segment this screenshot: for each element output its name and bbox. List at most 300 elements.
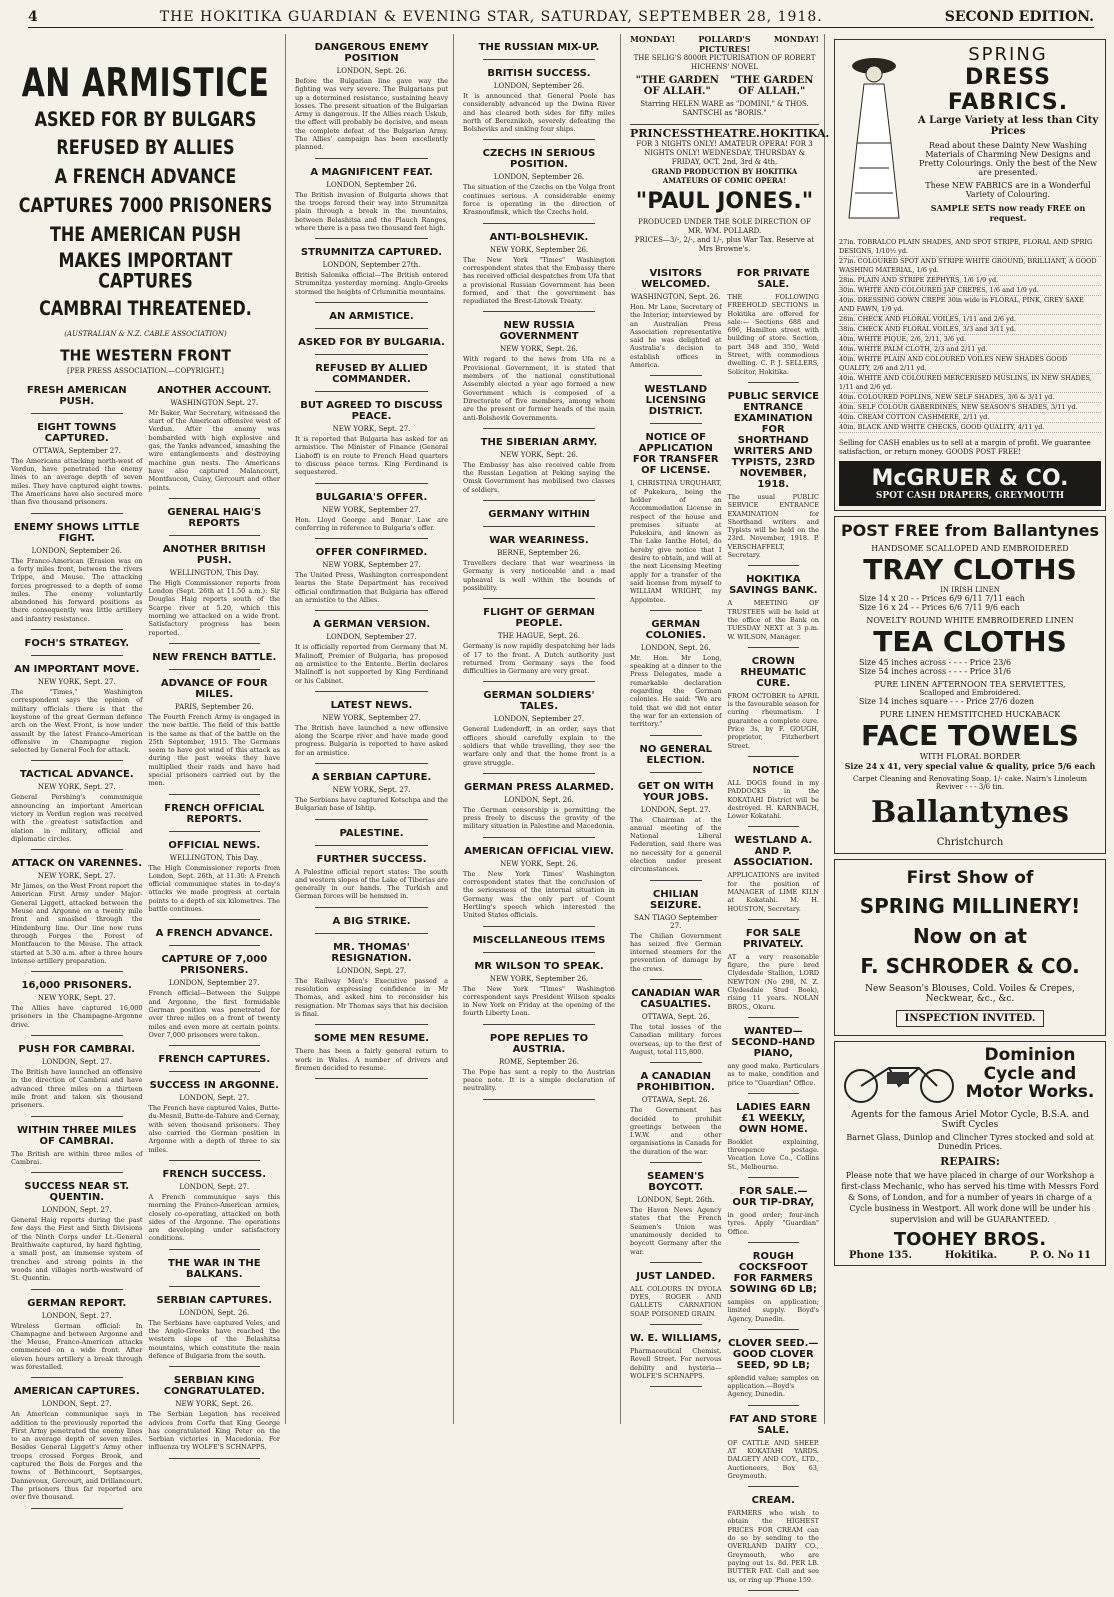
article-body: The Serbians have captured Kotschpa and the Bulgarian base of Ishtip. [295,795,448,813]
notice-divider [748,1017,800,1018]
huckaback-line: PURE LINEN HEMSTITCHED HUCKABACK [879,710,1061,719]
fabric-list-item: 28in. PLAIN AND STRIPE ZEPHYRS, 1/6 1/9 yd. [839,276,1101,286]
article-heading: REFUSED BY ALLIED COMMANDER. [315,363,428,386]
toohey-brand: TOOHEY BROS. [893,1229,1047,1250]
article-heading: FURTHER SUCCESS. [316,853,427,865]
edition-label: SECOND EDITION. [944,8,1094,25]
article-divider [650,1062,702,1063]
article-heading: SUCCESS IN ARGONNE. [149,1080,279,1092]
article-heading: AN ARMISTICE. [329,311,414,323]
article-heading: PALESTINE. [339,827,404,839]
article-body: It is announced that General Poole has considerably advanced up the Dwina River and has cleared both sides for fifty miles north of Bereznikoh, severely defeating the Bolsheviks and sinking four ships. [463,92,615,134]
notice-heading: FOR SALE PRIVATELY. [742,927,804,950]
headline: CAMBRAI THREATENED. [39,296,252,320]
article-divider [31,1508,123,1509]
article-body: The New York "Times" Washington correspondent says President Wilson speaks in New York on Friday at the opening of the fourth Liberty Loan. [463,984,615,1018]
article-dateline: LONDON, Sept. 27. [640,805,711,814]
article-body: The Franco-American (Erasion was on a forty miles front, between the rivers Trippe, and Meuse. The attacking forces progressed to a depth of some miles. The enemy voluntarily abandoned his forward positions as there consequently was little artillery and infantry resistance. [11,556,143,623]
article-body: A Palestine official report states: The south and western slopes of the Lake of Tiberias are generally in our hands. The Turkish and German forces will be hemmed in. [295,867,448,901]
article-body: The High Commissioner reports from London (Sept. 26th at 11.50 a.m.): Sir Douglas Haig reports south of the Scarpe river at 5.20, which this morning we attacked on a wide front. Satisfactory progress has been reported. [148,578,280,637]
article-divider [315,328,428,329]
article-divider [31,629,123,630]
hokitika-label: HOKITIKA. [759,127,830,140]
article-dateline: NEW YORK, September 26. [489,974,589,983]
notice-heading: CLOVER SEED.—GOOD CLOVER SEED, 9D LB; [728,1337,819,1371]
monday-label-2: MONDAY! [773,34,819,44]
article-heading: ENEMY SHOWS LITTLE FIGHT. [13,521,140,544]
article-heading: VISITORS WELCOMED. [641,268,711,290]
article-body: The "Times," Washington correspondent says the opinion of military officials there is that the keystone of the great German defence arch on the West Front, is now under assault by the latest Franco-American offensive in Champagne region selected by General Foch for attack. [11,688,143,755]
article-dateline: WASHINGTON, Sept. 26. [630,293,721,301]
article-dateline: LONDON, September 26. [493,173,585,182]
notices-right [728,260,820,1597]
article-divider [169,1286,261,1287]
article-heading: OFFER CONFIRMED. [315,547,428,559]
article-divider [315,819,428,820]
article-dateline: SAN TIAGO September 27. [634,913,718,930]
article-divider [315,1078,428,1079]
article-body: The British have launched an offensive in the direction of Cambrai and have advanced three miles on a thirteen mile front and taken six thousand prisoners. [11,1068,143,1110]
barnet-line: Barnet Glass, Dunlop and Clincher Tyres stocked and sold at Dunedin Prices. [846,1133,1094,1151]
notice-divider [748,382,800,383]
selig-line: THE SELIG'S 8000ft PICTURISATION OF ROBERT HICHENS' NOVEL [633,54,816,71]
ballantynes-city: Christchurch [936,837,1004,848]
article-body: It is reported that Bulgaria has asked for an armistice. The Minister of Finance (General Liaboff) is en route to French Head quarters to discuss peace terms. King Ferdinand is sequestered. [295,435,448,477]
article-body: Mr. Hon. Mr Long, speaking at a dinner to the Press Delegates, made a remarkable declaration regarding the German colonies. He said: "We are told that we did not enter the war for an extension of territory." [630,653,722,729]
article-divider [169,1045,261,1046]
article-heading: NO GENERAL ELECTION. [639,743,712,766]
article-divider [483,139,595,140]
article-body: The total losses of the Canadian military forces overseas, up to the first of August, total 115,800. [630,1023,722,1056]
fabric-list-item: 28in. CHECK AND FLORAL VOILES, 1/11 and 2/6 yd. [839,315,1101,325]
article-heading: JUST LANDED. [636,1270,716,1282]
article-dateline: LONDON, September 27. [326,633,417,642]
article-divider [650,979,702,980]
article-body: The High Commissioner reports from London, Sept. 26th, at 11.30: A French official communique states in to-day's attacks we made progress at certain points to a depth of six kilometres. The battle continues. [148,863,280,914]
article-body: The New York "Times" Washington correspondent states that the Embassy there has received official despatches from Ufa that a provisional Russian Government has been formed, and that the government has repudiated the Brest-Litovsk Treaty. [463,255,615,306]
article-dateline: LONDON, Sept. 26. [336,67,407,75]
article-body: General Ludendorff, in an order, says that officers should carefully explain to the soldiers that while travelling, they see the warfare only and that the home front is a grave struggle. [463,725,615,767]
fabric-list-item: 27in. TOBRALCO PLAIN SHADES, AND SPOT STRIPE, FLORAL AND SPRIG DESIGNS, 1/10½ yd. [839,238,1101,257]
article-heading: FRENCH SUCCESS. [162,1168,266,1180]
inspection-line: INSPECTION INVITED. [896,1010,1045,1027]
notice-body: A MEETING OF TRUSTEES will be held at the office of the Bank on TUESDAY NEXT at 3 p.m. W. WILSON, Manager. [727,599,819,641]
schroder-line: F. SCHRODER & CO. [860,954,1080,978]
notice-body: The usual PUBLIC SERVICE ENTRANCE EXAMINATION for Shorthand writers and Typists will be held on the 23rd. November, 1918. P. VERSCHAFFELT, Secretary. [727,492,819,560]
article-heading: THE RUSSIAN MIX-UP. [478,42,600,53]
mcgruer-sub: SPOT CASH DRAPERS, GREYMOUTH [875,491,1065,501]
article-dateline: LONDON, September 26. [326,180,417,189]
article-dateline: NEW YORK, September 27. [322,505,421,514]
article-body: The Serbian Legation has received advices from Corfu that King George has congratulated King Peter on the Serbian victories in Macedonia. For influenza try WOLFE'S SCHNAPPS. [148,1410,280,1452]
article-body: A French communique says this morning the Franco-American armies, closely co-operating, attacked on both sides of the Argonne. The operations are developing under satisfactory conditions. [148,1192,280,1243]
article-heading: BULGARIA'S OFFER. [315,491,428,503]
fabric-list-item: 27in. COLOURED SPOT AND STRIPE WHITE GROUND, BRILLIANT, A GOOD WASHING MATERIAL, 1/6 yd. [839,257,1101,276]
repairs-body: Please note that we have placed in charge of our Workshop a first-class Mechanic, who has served his time with Messrs Ford & Sons, of London, and for a number of years in charge of a Cycle business in Westport. All work done will be under his supervision and will be GUARANTEED. [841,1171,1099,1224]
headline: REFUSED BY ALLIES [56,136,235,160]
article-heading: A FRENCH ADVANCE. [155,928,273,940]
press-credit: [PER PRESS ASSOCIATION.—COPYRIGHT.] [67,366,224,375]
article-dateline: LONDON, Sept. 27. [41,1311,112,1320]
article-divider [31,1289,123,1290]
tray-cloths-title: TRAY CLOTHS [863,553,1077,586]
section-western-front: THE WESTERN FRONT [60,347,231,365]
article-body: The French have captured Vales, Butte-du-Mesnil, Butte-de-Tahure and Cernay, with seven thousand prisoners. They also carried the German position in Argonne with a depth of three to six miles. [148,1104,280,1154]
handsome-line: HANDSOME SCALLOPED AND EMBROIDERED [871,544,1069,553]
article-divider [169,1366,261,1367]
article-dateline: NEW YORK, September 26. [489,245,589,254]
cycle-motor-title: Cycle and Motor Works. [965,1063,1095,1103]
article-dateline: NEW YORK, Sept. 27. [37,783,116,792]
article-divider [650,880,702,881]
notice-divider [748,1329,800,1330]
theatre-label: THEATRE. [695,127,760,140]
article-divider [650,375,702,376]
notice-body: Booklet explaining, threepence postage. Vocation Love Co., Collins St., Melbourne. [727,1137,819,1171]
article-divider [31,1116,123,1117]
notice-divider [748,826,800,827]
article-dateline: LONDON, Sept. 27. [41,1206,112,1215]
article-divider [483,773,595,774]
po-label: P. O. No 11 [1029,1250,1091,1261]
article-divider [31,655,123,656]
article-divider [650,1262,702,1263]
sample-line: SAMPLE SETS now ready FREE on request. [930,203,1086,223]
article-body: The British have launched a new offensive along the Scarpe river and have made good progress. Bulgaria is reported to have asked for an armistice. [295,723,448,757]
article-divider [169,1071,261,1072]
prices-line: PRICES—3/-, 2/-, and 1/-, plus War Tax. Reserve at Mrs Browne's. [634,236,815,253]
article-divider [31,1172,123,1173]
article-heading: POPE REPLIES TO AUSTRIA. [489,1032,589,1055]
notice-body: OF CATTLE AND SHEEP. AT KOKATAHI YARDS. DALGETY AND COY., LTD., Auctioneers, Box 63, Greymouth. [727,1438,819,1480]
western-front-right [149,377,281,1515]
article-heading: BUT AGREED TO DISCUSS PEACE. [300,400,443,423]
article-heading: CAPTURE OF 7,000 PRISONERS. [161,954,268,977]
article-dateline: LONDON, Sept. 26. [179,1308,250,1317]
article-divider [31,849,123,850]
first-show-line: First Show of [906,868,1034,888]
article-heading: A BIG STRIKE. [332,915,411,927]
article-heading: STRUMNITZA CAPTURED. [300,247,443,259]
cycle-works-ad [834,1041,1106,1266]
blouses-line: New Season's Blouses, Cold. Voiles & Crepes, Neckwear, &c., &c. [865,984,1075,1004]
notice-body: FARMERS who wish to obtain the HIGHEST PRICES FOR CREAM can do so by sending to the OVERLAND DAIRY CO., Greymouth, who are paying out 1s. 8d. PER LB. BUTTER FAT. Call and see us, or ring up 'Phone 159. [727,1509,819,1584]
notice-heading: FAT AND STORE SALE. [729,1413,818,1436]
article-divider [169,669,261,670]
serviettes-line: PURE LINEN AFTERNOON TEA SERVIETTES, [874,680,1066,689]
article-divider [650,772,702,773]
article-heading: GERMAN COLONIES. [645,618,706,641]
notice-divider [748,1405,800,1406]
phone-label: Phone 135. [849,1250,912,1261]
notice-heading: WESTLAND A. AND P. ASSOCIATION. [733,835,813,869]
notice-heading: CREAM. [751,1495,795,1507]
notice-heading: CROWN RHEUMATIC CURE. [740,655,807,689]
western-front-left [11,377,143,1515]
masthead [28,6,1094,28]
article-heading: FLIGHT OF GERMAN PEOPLE. [483,607,595,630]
article-divider [650,423,702,424]
notice-heading: PUBLIC SERVICE ENTRANCE EXAMINATION FOR SHORTHAND WRITERS AND TYPISTS, 23RD NOVEMBER, 1918. [727,390,819,490]
garden-title-1: "THE GARDEN OF ALLAH." [635,75,719,97]
fabric-list-item: 40in. SELF COLOUR GABERDINES, NEW SEASON'S SHADES, 3/11 yd. [839,403,1101,413]
article-dateline: NEW YORK, September 27. [322,561,421,570]
article-body: French official—Between the Suippe and Argonne, the first formidable German position was penetrated for over three miles on a front of twenty miles and even more at certain points. Over 7,000 prisoners were taken. [148,989,280,1039]
millinery-ad [834,859,1106,1036]
agents-line: Agents for the famous Ariel Motor Cycle, B.S.A. and Swift Cycles [851,1110,1089,1130]
article-body: Wireless German official: In Champagne and between Argonne and the Meuse, Franco-American attacks commenced on a wide front. After eleven hours artillery a break through was forestalled. [11,1321,143,1371]
motorcycle-icon [839,1046,959,1106]
monday-label: MONDAY! [630,34,676,44]
article-body: Before the Bulgarian line gave way the fighting was very severe. The Bulgarians put up a determined resistance, sustaining heavy losses. The present situation of the Bulgarian Army is dangerous. If the Allies reach Uskub, the effect will probably be decisive, and mean the complete defeat of the Bulgarian Army. The Allies' campaign has been excellently planned. [295,77,448,152]
article-heading: FRESH AMERICAN PUSH. [26,384,127,407]
article-dateline: NEW YORK, Sept. 26. [500,450,578,459]
article-divider [169,498,261,499]
article-divider [169,794,261,795]
fabric-list-item: 40in. BLACK AND WHITE CHECKS, GOOD QUALITY, 4/11 yd. [839,423,1101,433]
article-dateline: WASHINGTON Sept. 27. [170,398,259,407]
article-heading: FRENCH OFFICIAL REPORTS. [164,802,265,825]
column-russia-news [458,34,621,1424]
article-heading: MISCELLANEOUS ITEMS [472,934,606,946]
read-about-line: Read about these Dainty New Washing Materials of Charming New Designs and Pretty Colourings. Only the best of the New are presented. [919,141,1097,177]
article-body: Hon. Mr Lane, Secretary of the Interior, interviewed by an Australian Press Association representative said he was delighted at Australia's decision to establish offices in America. [630,303,722,370]
article-body: Travellers declare that war weariness in Germany is very noticeable and a mad upheaval is well within the bounds of possibility. [463,559,615,592]
notice-divider [748,1177,800,1178]
face-price: Size 24 x 41, very special value & quality, price 5/6 each [844,761,1096,771]
article-dateline: LONDON, Sept. 27. [336,966,407,975]
novelty-line: NOVELTY ROUND WHITE EMBROIDERED LINEN [866,616,1074,625]
article-dateline: NEW YORK, Sept. 27. [332,785,411,794]
notice-body: in good order; four-inch tyres. Apply "Guardian" Office. [727,1211,819,1236]
article-body: The Railway Men's Executive passed a resolution expressing confidence in Mr Thomas, and asked him to reconsider his resignation. Mr Thomas says that his decision is final. [295,976,448,1018]
article-heading: PUSH FOR CAMBRAI. [18,1044,136,1056]
produced-line: PRODUCED UNDER THE SOLE DIRECTION OF MR. WM. POLLARD. [638,218,811,235]
notice-heading: ROUGH COCKSFOOT FOR FARMERS SOWING 6D LB; [729,1250,817,1295]
article-divider [169,1249,261,1250]
article-divider [315,907,428,908]
article-heading: NEW RUSSIA GOVERNMENT [499,320,579,343]
article-divider [315,610,428,611]
article-divider [169,643,261,644]
article-heading: MR WILSON TO SPEAK. [474,960,604,972]
article-heading: SUCCESS NEAR ST. QUENTIN. [24,1181,130,1204]
article-dateline: LONDON, September 27. [493,715,585,724]
article-divider [315,238,428,239]
article-dateline: PARIS, September 26. [175,702,254,711]
notice-body: AT a very reasonable figure, the pure bred Clydesdale Stallion, LORD NEWTON (No 298, N. Z. Clydesdale Stud Book), rising 11 years. NOLAN BROS., Okuru. [727,952,819,1011]
article-body: There has been a fairly general return to work in Wales. A number of drivers and firemen decided to resume. [295,1047,448,1072]
fabrics-line: These NEW FABRICS are in a Wonderful Variety of Colouring. [925,181,1091,199]
dominion-title: Dominion [984,1045,1076,1065]
article-divider [31,413,123,414]
article-heading: GERMAN SOLDIERS' TALES. [483,690,595,713]
article-body: ALL COLOURS IN DYOLA DYES, ROGER AND GALLETS CARNATION SOAP. POISONED GRAIN. [630,1284,722,1318]
tray-sub: IN IRISH LINEN [940,586,1000,594]
newspaper-title: THE HOKITIKA GUARDIAN & EVENING STAR, SATURDAY, SEPTEMBER 28, 1918. [159,8,823,25]
article-divider [315,302,428,303]
article-divider [483,428,595,429]
article-heading: TACTICAL ADVANCE. [19,769,134,781]
article-divider [483,223,595,224]
nights-line: FOR 3 NIGHTS ONLY! AMATEUR OPERA! FOR 3 NIGHTS ONLY! WEDNESDAY, THURSDAY & FRIDAY, OCT. 2nd, 3rd & 4th. [636,140,813,166]
article-body: The British invasion of Bulgaria shows that the troops forced their way into Strumnitza plain through a break in the mountains, between Belashitsa and the Plauch Ranges, where there is a pass two thousand feet high. [295,190,448,232]
article-divider [315,354,428,355]
fabric-price-list [839,238,1101,433]
article-heading: NOTICE OF APPLICATION FOR TRANSFER OF LICENSE. [632,432,719,477]
article-divider [315,763,428,764]
spring-millinery-line: SPRING MILLINERY! [859,894,1081,918]
article-divider [315,483,428,484]
article-divider [483,598,595,599]
pictures-ad [630,34,830,254]
article-dateline: NEW YORK, Sept. 26. [500,859,578,868]
headline: AN ARMISTICE [21,60,270,107]
article-dateline: LONDON, Sept. 27. [179,1094,250,1103]
article-dateline: WELLINGTON, This Day. [169,568,259,577]
article-dateline: NEW YORK, September 27. [322,713,421,722]
opera-title: "PAUL JONES." [635,189,814,214]
article-dateline: THE HAGUE, Sept. 26. [497,632,581,641]
face-towels-title: FACE TOWELS [861,719,1079,752]
notice-heading: FOR SALE.—OUR TIP-DRAY, [732,1186,815,1209]
article-divider [169,945,261,946]
article-heading: ANOTHER ACCOUNT. [157,384,272,396]
article-dateline: LONDON, September 26. [493,82,585,90]
mcgruer-brand: McGRUER & CO. [871,466,1069,491]
article-body: The situation of the Czechs on the Volga front continues serious. A considerable enemy force is operating in the direction of Krasnoufimsk, which the Czechs hold. [463,183,615,217]
article-heading: ASKED FOR BY BULGARIA. [298,337,445,349]
fabric-list-item: 40in. COLOURED POPLINS, NEW SELF SHADES, 3/6 & 3/11 yd. [839,393,1101,403]
article-dateline: LONDON, Sept. 26th. [637,1196,715,1205]
article-body: The Americans attacking north-west of Verdun, have penetrated the enemy lines to an average depth of seven miles. They have captured eight towns. The Americans have also secured more than five thousand prisoners. [11,456,143,507]
page-number: 4 [28,8,38,25]
article-divider [315,1024,428,1025]
article-divider [483,1099,595,1100]
article-heading: LATEST NEWS. [330,699,413,711]
garden-title-2: "THE GARDEN OF ALLAH." [730,75,814,97]
article-body: The British are within three miles of Cambrai. [11,1149,143,1166]
article-heading: ATTACK ON VARENNES. [11,858,143,870]
article-body: With regard to the news from Ufa re a Provisional Government, it is stated that members of the national constitutional Assembly elected a year ago formed a new Government which is composed of a Directorate of five members, among whom are the present or former heads of the main anti-Bolshevik Governments. [463,355,615,422]
article-divider [315,538,428,539]
article-divider [169,535,261,536]
article-body: The Embassy has also received cable from the Russian Legation at Peking saying the Omsk Government has mobilised two classes of soldiers. [463,460,615,494]
article-divider [169,919,261,920]
article-divider [650,1386,702,1387]
article-divider [315,845,428,846]
variety-line: A Large Variety at less than City Prices [917,115,1099,137]
column-war-news [6,34,286,1502]
town-label: Hokitika. [944,1250,997,1261]
article-divider [169,1458,261,1459]
article-dateline: LONDON, September 27th. [322,261,421,270]
article-heading: A SERBIAN CAPTURE. [311,771,432,783]
article-heading: WAR WEARINESS. [489,535,589,547]
article-dateline: OTTAWA, Sept. 26. [641,1096,710,1105]
headline: CAPTURES 7000 PRISONERS [18,193,273,217]
fabric-list-item: 40in. WHITE AND COLOURED MERCERISED MUSLINS, IN NEW SHADES, 1/11 and 2/6 yd. [839,374,1101,393]
headline: THE AMERICAN PUSH [49,222,242,246]
article-dateline: OTTAWA, September 27. [32,446,121,455]
article-divider [315,158,428,159]
article-heading: SOME MEN RESUME. [313,1033,430,1045]
article-dateline: LONDON, Sept. 27. [179,1182,250,1191]
article-divider [169,1160,261,1161]
article-heading: AMERICAN OFFICIAL VIEW. [464,845,614,857]
article-heading: CZECHS IN SERIOUS POSITION. [482,148,596,171]
article-divider [483,681,595,682]
article-dateline: LONDON, September 26. [31,546,122,555]
article-heading: OFFICIAL NEWS. [168,839,261,851]
headline: MAKES IMPORTANT CAPTURES [58,249,233,293]
article-body: The Pope has sent a reply to the Austrian peace note. It is a simple declaration of neutrality. [463,1067,615,1093]
article-dateline: OTTAWA, Sept. 26. [641,1013,710,1022]
notice-body: ALL DOGS found in my PADDOCKS in the KOKATAHI District will be destroyed. H. KARNBACH, Lower Kokatahi. [727,778,819,821]
article-heading: GERMANY WITHIN [488,509,590,521]
article-body: The Chairman at the annual meeting of the National Liberal Federation, said there was no necessity for a general election under present circumstances. [630,815,722,874]
notices-left [630,260,722,1597]
notice-body: FROM OCTOBER to APRIL is the favourable season for curing rheumatism. I guarantee a complete cure. Price 3s, by F. GOUGH, proprietor, Fitzherbert Street. [727,691,819,750]
article-body: Mr James, on the West Front report the American First Army under Major-General Liggett, attacked between the Meuse and Argonne on a twenty mile front and smashed through the Hindenburg line. Our line now runs through Forges the Forest of Montfaucon to the Meuse. The attack started at 5.30 a.m. after a three hours intense artillery preparation. [11,882,143,965]
article-divider [483,500,595,501]
article-divider [315,691,428,692]
article-heading: ADVANCE OF FOUR MILES. [160,677,268,700]
notice-divider [748,647,800,648]
article-body: The Chilian Government has seized five German interned steamers for the prevention of damage by the crews. [630,931,722,973]
notice-body: splendid value; samples on application.—Boyd's Agency, Dunedin. [727,1373,819,1399]
article-divider [483,526,595,527]
article-heading: SERBIAN CAPTURES. [156,1294,273,1306]
article-body: The Government has decided to prohibit greetings between the I.W.W. and other organisations in Canada for the duration of the war. [630,1106,722,1156]
article-divider [650,1324,702,1325]
article-dateline: ROME, September 26. [498,1057,580,1066]
article-heading: WESTLAND LICENSING DISTRICT. [644,384,708,418]
article-dateline: NEW YORK, Sept. 26. [175,1400,254,1409]
article-body: British Salonika official—The British entered Strumnitza yesterday morning. Anglo-Greeks stormed the heights of Crlumnitia mountains. [295,271,448,296]
article-body: The German censorship is permitting the press freely to discuss the gravity of the military situation in Palestine and Macedonia. [463,805,615,831]
article-body: The Fourth French Army is engaged in the new battle. The field of this battle is the same as that of the battle on the 25th September, 1915. The Germans seem to have got wind of this attack as during the past weeks they have multiplied their raids and have had special prisoners carried out by the men. [148,712,280,788]
article-body: The Serbians have captured Veles, and the Anglo-Greeks have reached the western slope of the Belashitsa mountains, which constitute the main defence of Bulgaria from the south. [148,1318,280,1360]
notice-divider [748,565,800,566]
headline: A FRENCH ADVANCE [54,165,237,188]
article-heading: FRENCH CAPTURES. [158,1054,271,1066]
article-body: It is officially reported from Germany that M. Malinoff, Premier of Bulgaria, has proposed an armistice to the Entente. Berlin declares Malinoff is not supported by King Ferdinand or his Cabinet. [295,643,448,685]
starring-line: Starring HELEN WARE as "DOMINI," & THOS. SANTSCHI as "BORIS." [640,100,809,117]
notice-divider [748,756,800,757]
notice-heading: WANTED—SECOND-HAND PIANO, [731,1025,816,1059]
notice-body: samples on application; limited supply. Boyd's Agency, Dunedin. [727,1297,819,1323]
article-heading: NEW FRENCH BATTLE. [152,651,277,663]
tray-price-1: Size 14 x 20 - - Prices 6/9 6/11 7/11 each [859,594,1025,603]
article-dateline: NEW YORK, Sept. 27. [37,994,116,1003]
grand-line: GRAND PRODUCTION BY HOKITIKA AMATEURS OF COMIC OPERA! [651,167,798,185]
notice-body: any good make. Particulars as to make, condition and price to "Guardian" Office. [727,1061,819,1087]
article-heading: GERMAN PRESS ALARMED. [463,781,614,793]
notice-body: APPLICATIONS are invited for the position of MANAGER of LIME KILN at Kokatahi. M. H. HOUSTON, Secretary. [727,871,819,913]
column-advertisements [829,34,1111,1424]
article-divider [483,952,595,953]
article-heading: FOCH'S STRATEGY. [24,638,129,650]
article-body: I, CHRISTINA URQUHART, of Pukekura, being the holder of an Accommodation License in respect of the house and premises situate at Pukekura, and known as The Lake Ianthe Hotel, do hereby give notice that I desire to obtain, and will at the next Licensing Meeting apply for a transfer of the said license from myself to WILLIAM WRIGHT, my Appointee. [630,479,722,604]
fabric-list-item: 40in. WHITE PLAIN AND COLOURED VOILES NEW SHADES GOOD QUALITY, 2/6 and 2/11 yd. [839,355,1101,374]
article-heading: ANTI-BOLSHEVIK. [489,231,589,243]
article-divider [31,513,123,514]
article-body: Mr Baker, War Secretary, witnessed the start of the American offensive west of Verdun. After the enemy was bombarded with high explosive and gas, the Yanks advanced, smashing the wire entanglements and destroying machine gun nests. The Americans have also captured Malancourt, Montfaucon, Cuisy, Gercourt and other points. [148,408,280,492]
notice-heading: HOKITIKA SAVINGS BANK. [729,574,818,597]
article-heading: THE WAR IN THE BALKANS. [167,1257,261,1280]
article-heading: A CANADIAN PROHIBITION. [636,1071,715,1094]
